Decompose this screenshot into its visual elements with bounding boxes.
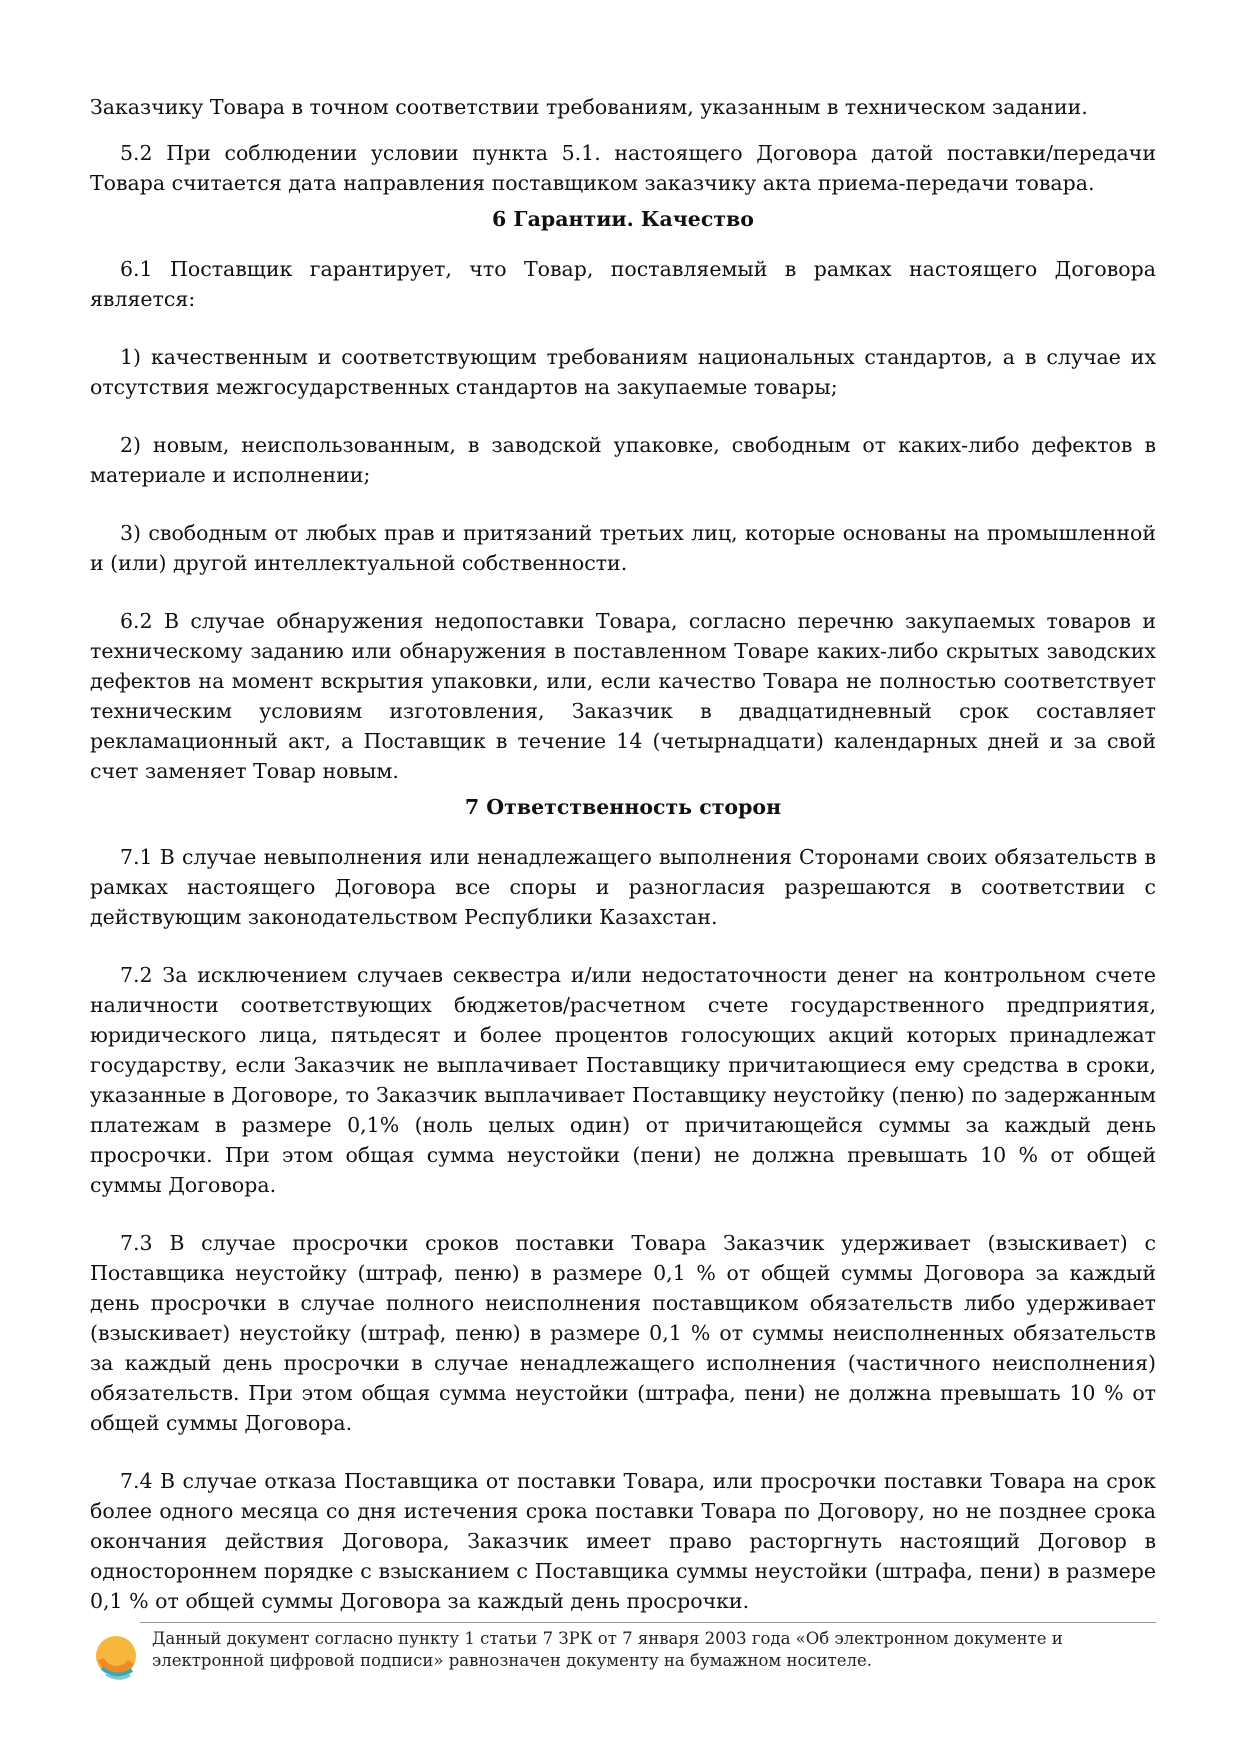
section-7-heading: 7 Ответственность сторон: [464, 795, 782, 819]
footer-line-1: Данный документ согласно пункту 1 статьи 7 ЗРК от 7 января 2003 года «Об электронном документе и: [152, 1629, 1063, 1648]
footer-divider: [140, 1622, 1156, 1623]
paragraph-7-1: 7.1 В случае невыполнения или ненадлежащего выполнения Сторонами своих обязательств в рамках настоящего Договора все споры и разногласия разрешаются в соответствии с действующим законодательством Республики Казахстан.: [90, 845, 1156, 929]
footer-line-2: электронной цифровой подписи» равнозначен документу на бумажном носителе.: [152, 1651, 873, 1670]
paragraph-6-1-item-3: 3) свободным от любых прав и притязаний третьих лиц, которые основаны на промышленной и (или) другой интеллектуальной собственности.: [90, 521, 1156, 575]
egov-sun-logo-icon: [92, 1630, 142, 1680]
paragraph-6-1-item-2: 2) новым, неиспользованным, в заводской упаковке, свободным от каких-либо дефектов в материале и исполнении;: [90, 433, 1156, 487]
section-6-heading: 6 Гарантии. Качество: [492, 207, 754, 231]
paragraph-6-1-item-1: 1) качественным и соответствующим требованиям национальных стандартов, а в случае их отсутствия межгосударственных стандартов на закупаемые товары;: [90, 345, 1156, 399]
paragraph-6-2: 6.2 В случае обнаружения недопоставки Товара, согласно перечню закупаемых товаров и техническому заданию или обнаружения в поставленном Товаре каких-либо скрытых заводских дефектов на момент вскрытия упаковки, или, если качество Товара не полностью соответствует техническим условиям изготовления, Заказчик в двадцатидневный срок составляет рекламационный акт, а Поставщик в течение 14 (четырнадцати) календарных дней и за свой счет заменяет Товар новым.: [90, 609, 1156, 783]
paragraph-7-2: 7.2 За исключением случаев секвестра и/или недостаточности денег на контрольном счете наличности соответствующих бюджетов/расчетном счете государственного предприятия, юридического лица, пятьдесят и более процентов голосующих акций которых принадлежат государству, если Заказчик не выплачивает Поставщику причитающиеся ему средства в сроки, указанные в Договоре, то Заказчик выплачивает Поставщику неустойку (пеню) по задержанным платежам в размере 0,1% (ноль целых один) от причитающейся суммы за каждый день просрочки. При этом общая сумма неустойки (пени) не должна превышать 10 % от общей суммы Договора.: [90, 963, 1156, 1197]
footer-legal-notice: [152, 1628, 1152, 1672]
paragraph-5-1-continuation: Заказчику Товара в точном соответствии требованиям, указанным в техническом задании.: [90, 95, 1088, 119]
paragraph-7-3: 7.3 В случае просрочки сроков поставки Товара Заказчик удерживает (взыскивает) с Поставщика неустойку (штраф, пеню) в размере 0,1 % от общей суммы Договора за каждый день просрочки в случае полного неисполнения поставщиком обязательств либо удерживает (взыскивает) неустойку (штраф, пеню) в размере 0,1 % от суммы неисполненных обязательств за каждый день просрочки в случае ненадлежащего исполнения (частичного неисполнения) обязательств. При этом общая сумма неустойки (штрафа, пени) не должна превышать 10 % от общей суммы Договора.: [90, 1231, 1156, 1435]
document-page: [90, 92, 1156, 1616]
paragraph-7-4: 7.4 В случае отказа Поставщика от поставки Товара, или просрочки поставки Товара на срок более одного месяца со дня истечения срока поставки Товара по Договору, но не позднее срока окончания действия Договора, Заказчик имеет право расторгнуть настоящий Договор в одностороннем порядке с взысканием с Поставщика суммы неустойки (штрафа, пени) в размере 0,1 % от общей суммы Договора за каждый день просрочки.: [90, 1469, 1156, 1613]
paragraph-6-1: 6.1 Поставщик гарантирует, что Товар, поставляемый в рамках настоящего Договора является:: [90, 257, 1156, 311]
paragraph-5-2: 5.2 При соблюдении условии пункта 5.1. настоящего Договора датой поставки/передачи Товара считается дата направления поставщиком заказчику акта приема-передачи товара.: [90, 141, 1156, 195]
page-footer: [90, 1622, 1156, 1682]
